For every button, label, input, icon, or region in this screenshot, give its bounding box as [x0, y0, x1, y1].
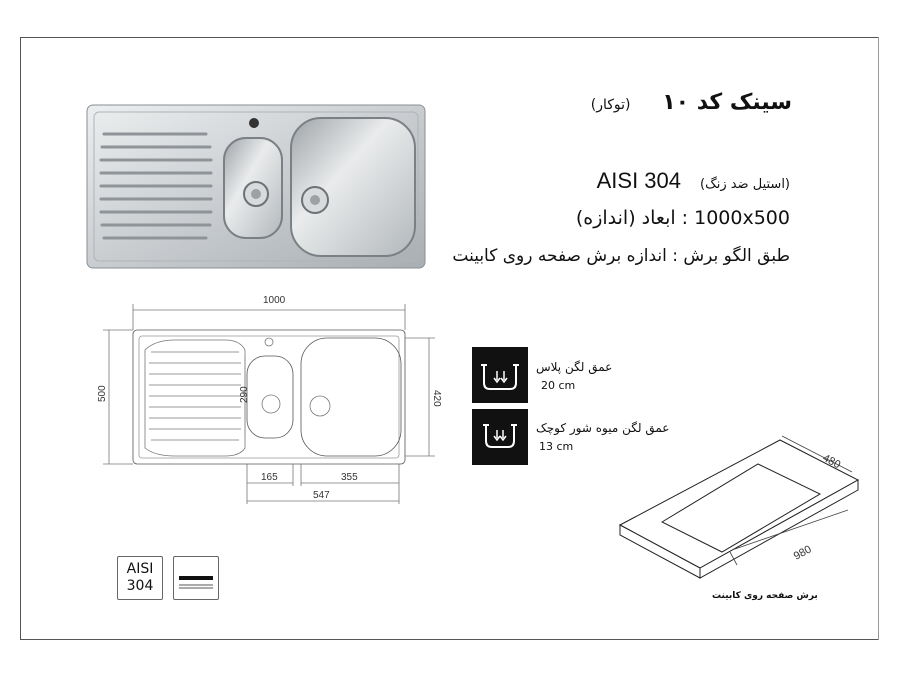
thickness-badge [173, 556, 219, 600]
deep-bowl-label: عمق لگن پلاس [536, 360, 613, 374]
cut-depth-label: 480 [820, 452, 843, 472]
dim-small-bowl-height: 290 [239, 386, 250, 403]
frame-right-edge [878, 37, 879, 640]
deep-bowl-icon [472, 347, 528, 403]
material-badge [117, 556, 163, 600]
material-note: (استیل ضد زنگ) [700, 177, 790, 192]
shallow-bowl-depth: 13 cm [539, 440, 574, 453]
dim-small-bowl-width: 165 [261, 472, 278, 483]
dim-overall-height: 500 [97, 385, 108, 402]
dim-large-bowl-width: 355 [341, 472, 358, 483]
shallow-bowl-icon [472, 409, 528, 465]
dim-overall-width: 1000 [263, 295, 286, 306]
cabinet-cut-caption: برش صفحه روی کابینت [712, 591, 818, 601]
title-subtitle: (توکار) [590, 97, 631, 113]
sink-photo [86, 104, 426, 270]
dimensions-line: 1000x500 : ابعاد (اندازه) [575, 207, 790, 229]
tap-hole [249, 118, 259, 128]
dim-large-bowl-height: 420 [431, 390, 442, 407]
dim-bowls-total-width: 547 [313, 490, 330, 501]
material-grade: AISI 304 [596, 168, 681, 193]
title-text: سینک کد ۱۰ [662, 90, 792, 115]
large-bowl-photo [291, 118, 415, 256]
deep-bowl-depth: 20 cm [541, 379, 576, 392]
technical-drawing [95, 290, 445, 515]
thickness-icon [174, 557, 218, 599]
cabinet-cut-diagram [612, 430, 874, 590]
small-bowl-outline [247, 356, 293, 438]
cutout-line: طبق الگو برش : اندازه برش صفحه روی کابینت [452, 246, 790, 266]
material-badge-line1: AISI [126, 561, 154, 577]
material-line [597, 168, 790, 194]
sink-outline [133, 330, 405, 464]
product-title [591, 90, 792, 115]
cut-width-label: 980 [791, 543, 814, 563]
shallow-bowl-label: عمق لگن میوه شور کوچک [536, 421, 670, 435]
material-badge-line2: 304 [126, 578, 154, 594]
